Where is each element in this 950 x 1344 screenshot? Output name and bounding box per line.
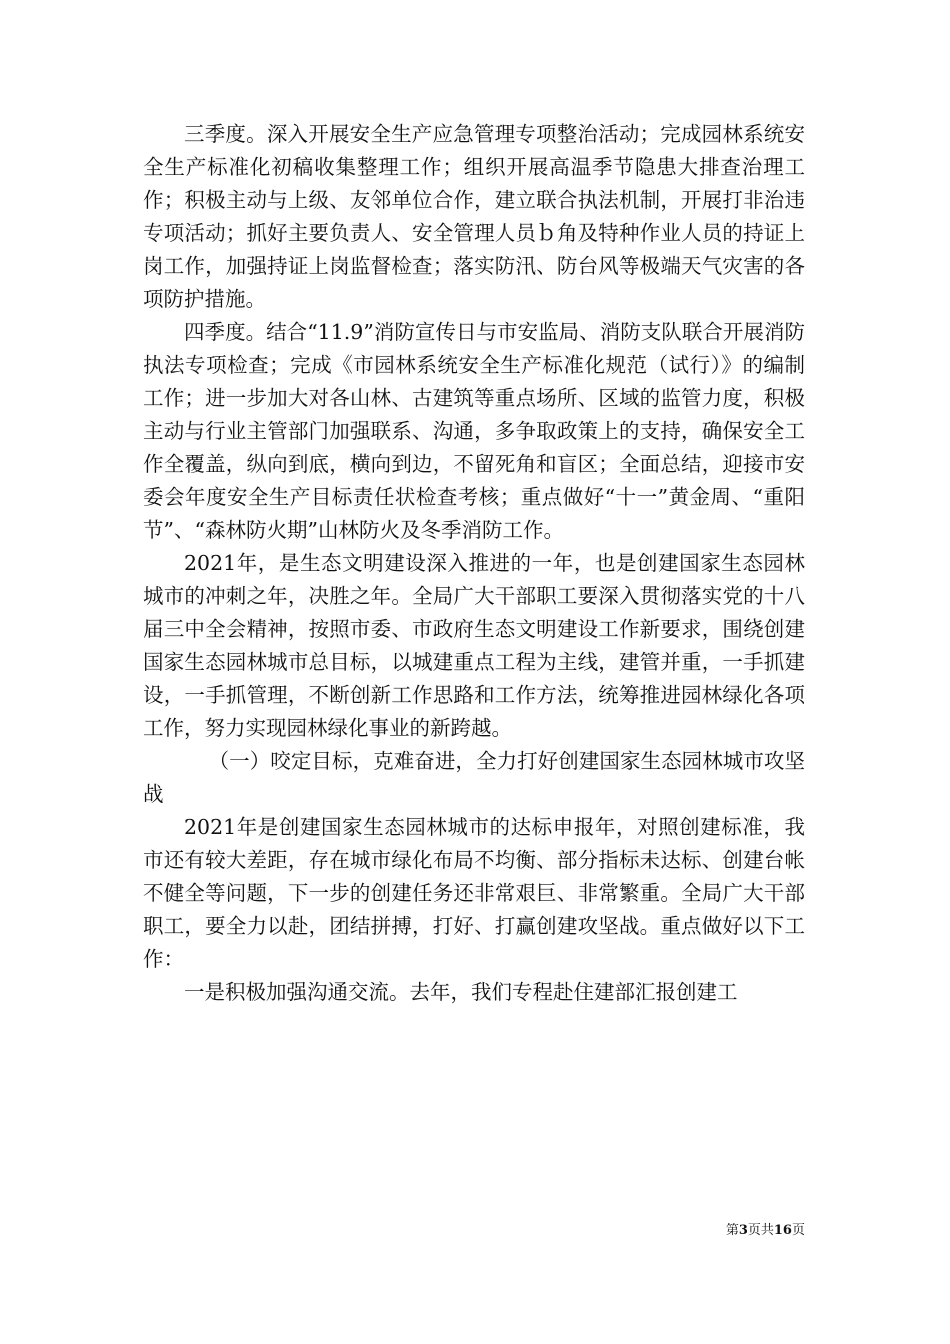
page-number-footer — [726, 1219, 805, 1238]
footer-prefix: 第 — [725, 1223, 739, 1238]
body-text — [143, 118, 805, 1009]
current-page-number: 3 — [738, 1223, 748, 1238]
paragraph-q3: 三季度。深入开展安全生产应急管理专项整治活动；完成园林系统安全生产标准化初稿收集整理工作；组织开展高温季节隐患大排查治理工作；积极主动与上级、友邻单位合作，建立联合执法机制，开展打非治违专项活动；抓好主要负责人、安全管理人员ｂ角及特种作业人员的持证上岗工作，加强持证上岗监督检查；落实防汛、防台风等极端天气灾害的各项防护措施。 — [143, 122, 805, 311]
section-heading-1: （一）咬定目标，克难奋进，全力打好创建国家生态园林城市攻坚战 — [143, 749, 805, 806]
footer-suffix: 页 — [791, 1223, 805, 1238]
paragraph-q4: 四季度。结合“11.9”消防宣传日与市安监局、消防支队联合开展消防执法专项检查；完成《市园林系统安全生产标准化规范（试行）》的编制工作；进一步加大对各山林、古建筑等重点场所、区域的监管力度，积极主动与行业主管部门加强联系、沟通，多争取政策上的支持，确保安全工作全覆盖，纵向到底，横向到边，不留死角和盲区；全面总结，迎接市安委会年度安全生产目标责任状检查考核；重点做好“十一”黄金周、“重阳节”、“森林防火期”山林防火及冬季消防工作。 — [143, 320, 805, 542]
paragraph-2021-target: 2021年是创建国家生态园林城市的达标申报年，对照创建标准，我市还有较大差距，存在城市绿化布局不均衡、部分指标未达标、创建台帐不健全等问题，下一步的创建任务还非常艰巨、非常繁重。全局广大干部职工，要全力以赴，团结拼搏，打好、打赢创建攻坚战。重点做好以下工作： — [143, 815, 805, 971]
total-page-number: 16 — [773, 1223, 792, 1238]
footer-middle: 页共 — [747, 1223, 774, 1238]
paragraph-communication: 一是积极加强沟通交流。去年，我们专程赴住建部汇报创建工 — [184, 980, 738, 1004]
paragraph-2021-overview: 2021年，是生态文明建设深入推进的一年，也是创建国家生态园林城市的冲刺之年，决胜之年。全局广大干部职工要深入贯彻落实党的十八届三中全会精神，按照市委、市政府生态文明建设工作新要求，围绕创建国家生态园林城市总目标，以城建重点工程为主线，建管并重，一手抓建设，一手抓管理，不断创新工作思路和工作方法，统筹推进园林绿化各项工作，努力实现园林绿化事业的新跨越。 — [143, 551, 805, 740]
